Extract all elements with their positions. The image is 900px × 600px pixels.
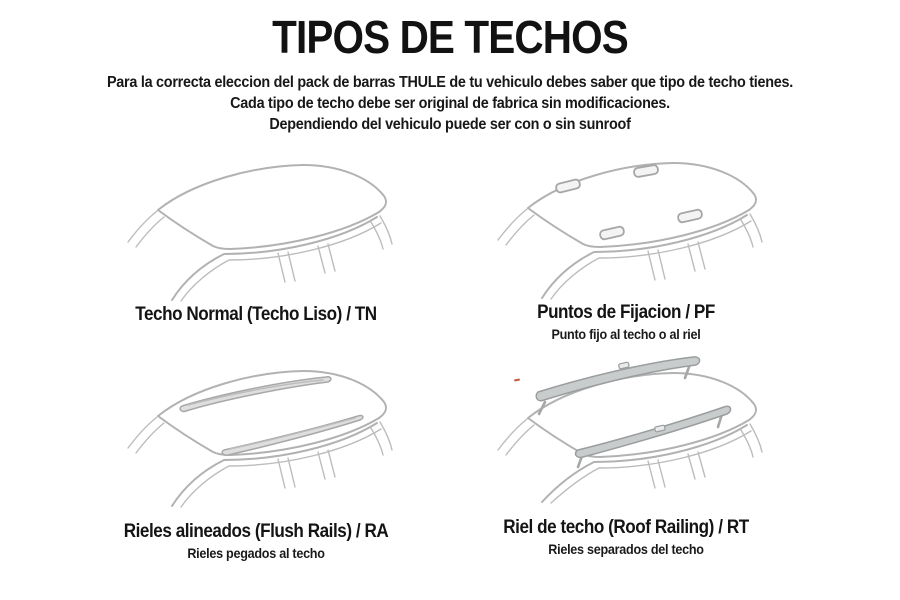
roof-type-pf-label: Puntos de Fijacion / PF — [537, 302, 715, 323]
roof-type-tn-label: Techo Normal (Techo Liso) / TN — [135, 304, 377, 325]
raised-rail-far — [536, 357, 699, 401]
roof-type-rt-sublabel: Rieles separados del techo — [548, 541, 704, 557]
page-title: TIPOS DE TECHOS — [272, 11, 628, 63]
intro-line-2: Cada tipo de techo debe ser original de fabrica sin modificaciones. — [230, 95, 670, 112]
flush-rails-roof-icon — [118, 358, 418, 508]
smooth-roof-icon — [118, 152, 418, 302]
roof-type-pf-sublabel: Punto fijo al techo o al riel — [551, 326, 701, 342]
car-roof-sketch — [128, 165, 392, 301]
fixation-points-roof-icon — [488, 150, 788, 300]
roof-type-ra-label: Rieles alineados (Flush Rails) / RA — [123, 521, 389, 542]
roof-type-card-rt — [466, 354, 786, 557]
intro-line-1: Para la correcta eleccion del pack de barras THULE de tu vehiculo debes saber que tipo de techo tienes. — [106, 74, 794, 91]
car-roof-sketch — [498, 163, 762, 299]
fixation-points — [555, 164, 702, 240]
raised-rails — [536, 357, 730, 467]
raised-rails-roof-icon — [488, 354, 788, 504]
roof-type-ra-sublabel: Rieles pegados al techo — [187, 545, 325, 561]
raised-rail-near — [576, 406, 731, 457]
intro-text — [45, 72, 855, 135]
intro-line-3: Dependiendo del vehiculo puede ser con o sin sunroof — [269, 116, 631, 133]
roof-type-card-pf — [466, 150, 786, 342]
roof-type-card-tn — [96, 152, 416, 328]
roof-type-rt-label: Riel de techo (Roof Railing) / RT — [503, 517, 749, 538]
roof-type-card-ra — [96, 358, 416, 561]
